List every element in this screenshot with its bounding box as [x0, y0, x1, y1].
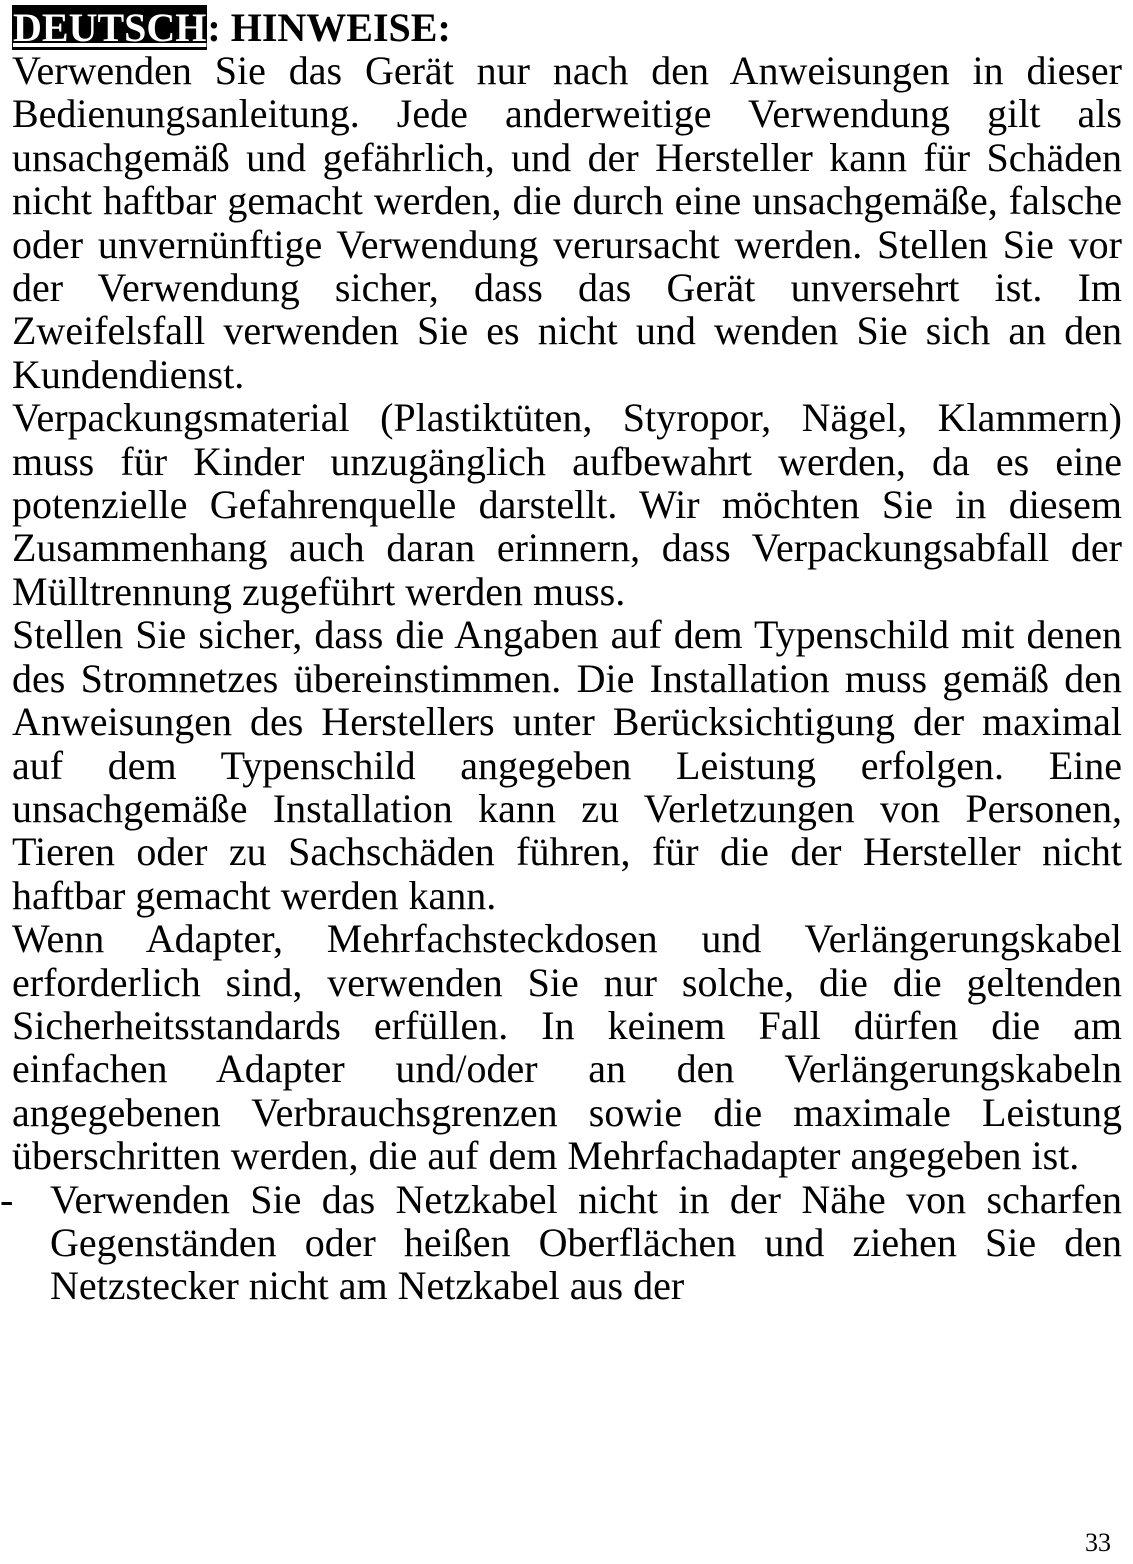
language-tag: DEUTSCH — [13, 5, 207, 50]
heading-title: : HINWEISE: — [207, 5, 451, 50]
page-number: 33 — [1085, 1528, 1111, 1557]
bullet-text: Verwenden Sie das Netzkabel nicht in der Nähe von scharfen Gegenständen oder heißen Oberflächen und ziehen Sie den Netzstecker nicht am Netzkabel aus der — [50, 1176, 1122, 1309]
paragraph-rating-plate: Stellen Sie sicher, dass die Angaben auf dem Typenschild mit denen des Stromnetzes übereinstimmen. Die Installation muss gemäß den Anweisungen des Herstellers unter Berücksichtigung der maximal auf dem Typenschild angegeben Leistung erfolgen. Eine unsachgemäße Installation kann zu Verletzungen von Personen, Tieren oder zu Sachschäden führen, für die der Hersteller nicht haftbar gemacht werden kann. — [12, 612, 1122, 918]
document-page — [0, 5, 1122, 1309]
bullet-marker: - — [0, 1176, 14, 1222]
bullet-power-cable — [0, 1176, 1122, 1309]
paragraph-adapters: Wenn Adapter, Mehrfachsteckdosen und Verlängerungskabel erforderlich sind, verwenden Sie nur solche, die die geltenden Sicherheitsstandards erfüllen. In keinem Fall dürfen die am einfachen Adapter und/oder an den Verlängerungskabeln angegebenen Verbrauchsgrenzen sowie die maximale Leistung überschritten werden, die auf dem Mehrfachadapter angegeben ist. — [12, 916, 1122, 1179]
paragraph-usage-instructions: Verwenden Sie das Gerät nur nach den Anweisungen in dieser Bedienungsanleitung. Jede anderweitige Verwendung gilt als unsachgemäß und gefährlich, und der Hersteller kann für Schäden nicht haftbar gemacht werden, die durch eine unsachgemäße, falsche oder unvernünftige Verwendung verursacht werden. Stellen Sie vor der Verwendung sicher, dass das Gerät unversehrt ist. Im Zweifelsfall verwenden Sie es nicht und wenden Sie sich an den Kundendienst. — [12, 48, 1122, 397]
paragraph-packaging-material: Verpackungsmaterial (Plastiktüten, Styropor, Nägel, Klammern) muss für Kinder unzugänglich aufbewahrt werden, da es eine potenzielle Gefahrenquelle darstellt. Wir möchten Sie in diesem Zusammenhang auch daran erinnern, dass Verpackungsabfall der Mülltrennung zugeführt werden muss. — [12, 395, 1122, 614]
section-heading — [12, 6, 1122, 49]
